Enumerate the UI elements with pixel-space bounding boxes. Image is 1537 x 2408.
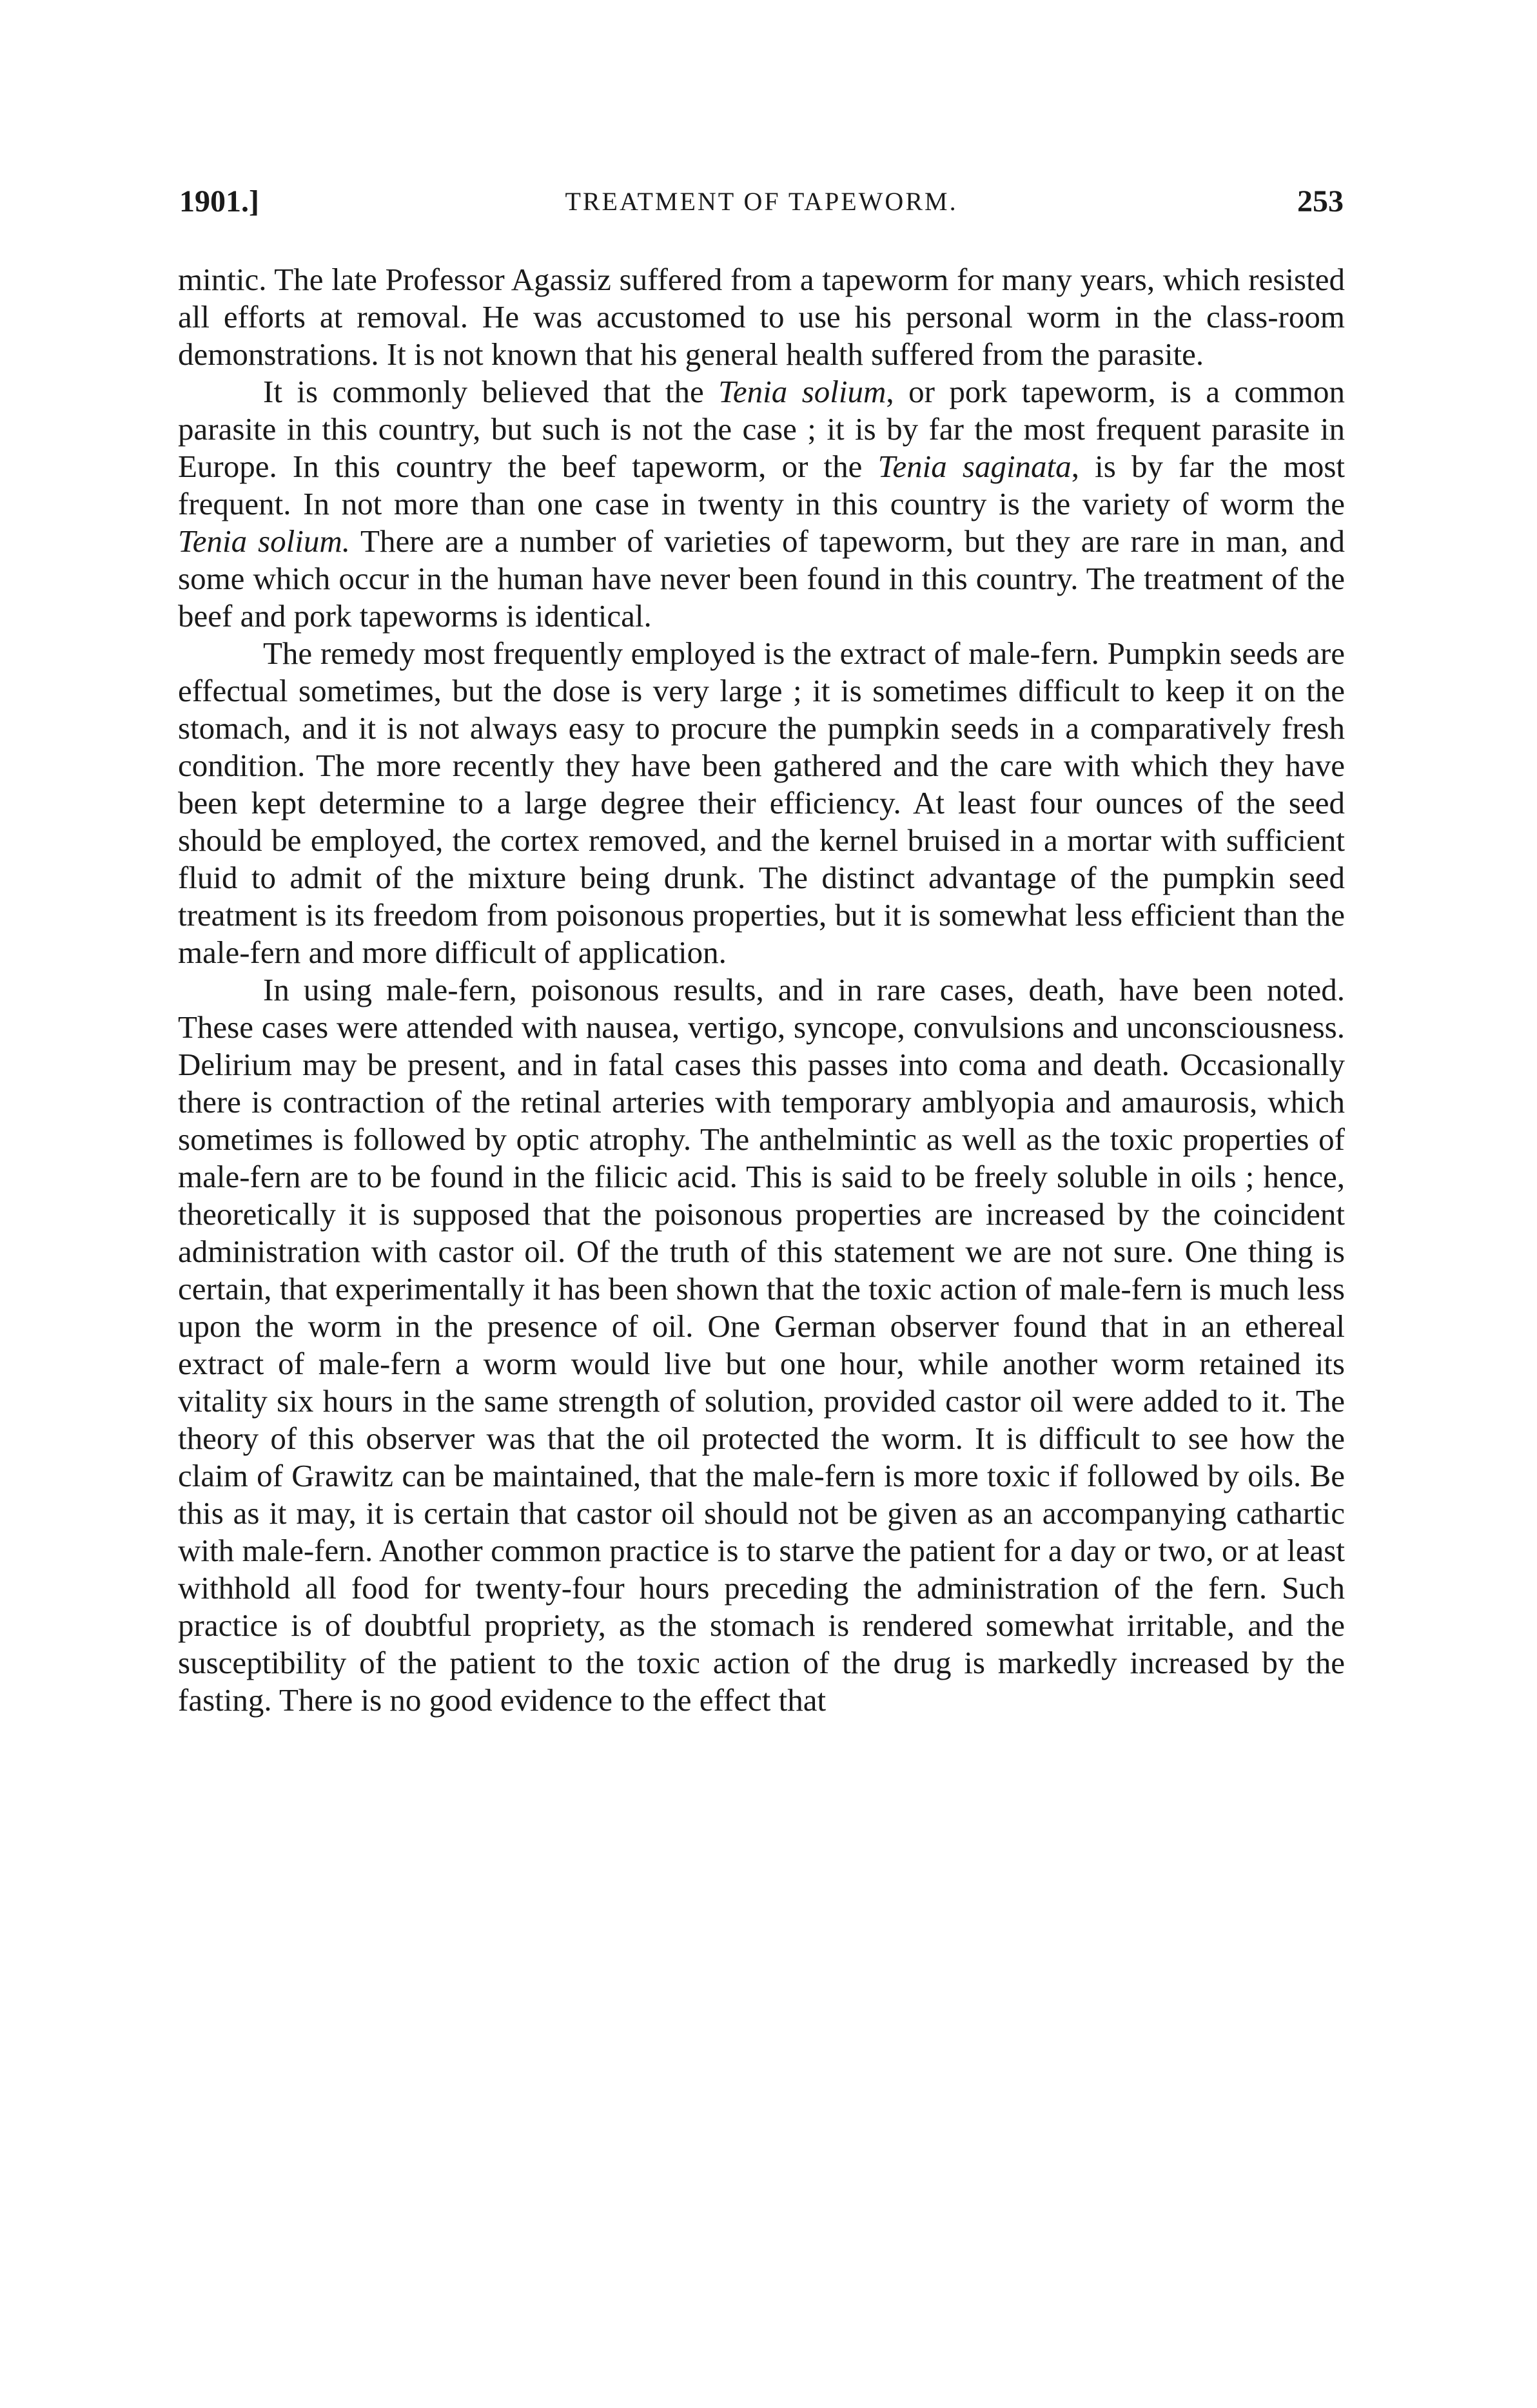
running-header [179,184,1344,229]
p2-text-d: There are a number of varieties of tapeworm, but they are rare in man, and some which occur in the human have never been found in this country. The treatment of the beef and pork tapeworms is identical. [178,523,1345,634]
body-text [178,261,1345,1719]
p2-species-saginata: Tenia saginata [877,449,1072,484]
header-year: 1901.] [179,184,259,218]
p2-text-b: , or pork tapeworm, is a common parasite in this country, but such is not the case ; it is by far the most frequent parasite in Europe. In this country the beef tapeworm, or the [178,374,1345,484]
p2-text-a: It is commonly believed that the [263,374,719,409]
paragraph-tenia [178,373,1345,635]
p2-species-solium-2: Tenia solium. [178,523,350,559]
paragraph-remedy: The remedy most frequently employed is the extract of male-fern. Pumpkin seeds are effectual sometimes, but the dose is very large ; it is sometimes difficult to keep it on the stomach, and it is not always easy to procure the pumpkin seeds in a comparatively fresh condition. The more recently they have been gathered and the care with which they have been kept determine to a large degree their efficiency. At least four ounces of the seed should be employed, the cortex removed, and the kernel bruised in a mortar with sufficient fluid to admit of the mixture being drunk. The distinct advantage of the pumpkin seed treatment is its freedom from poisonous properties, but it is somewhat less efficient than the male-fern and more difficult of application. [178,636,1345,970]
page-number: 253 [1297,184,1344,218]
paragraph-male-fern: In using male-fern, poisonous results, and in rare cases, death, have been noted. These cases were attended with nausea, vertigo, syncope, convulsions and unconsciousness. Delirium may be present, and in fatal cases this passes into coma and death. Occasionally there is contraction of the retinal arteries with temporary amblyopia and amaurosis, which sometimes is followed by optic atrophy. The anthelmintic as well as the toxic properties of male-fern are to be found in the filicic acid. This is said to be freely soluble in oils ; hence, theoretically it is supposed that the poisonous properties are increased by the coincident administration with castor oil. Of the truth of this statement we are not sure. One thing is certain, that experimentally it has been shown that the toxic action of male-fern is much less upon the worm in the presence of oil. One German observer found that in an ethereal extract of male-fern a worm would live but one hour, while another worm retained its vitality six hours in the same strength of solution, provided castor oil were added to it. The theory of this observer was that the oil protected the worm. It is difficult to see how the claim of Grawitz can be maintained, that the male-fern is more toxic if followed by oils. Be this as it may, it is certain that castor oil should not be given as an accompanying cathartic with male-fern. Another common practice is to starve the patient for a day or two, or at least withhold all food for twenty-four hours preceding the administration of the fern. Such practice is of doubtful propriety, as the stomach is rendered somewhat irritable, and the susceptibility of the patient to the toxic action of the drug is markedly increased by the fasting. There is no good evidence to the effect that [178,972,1345,1718]
paragraph-continuation: mintic. The late Professor Agassiz suffered from a tapeworm for many years, which resisted all efforts at removal. He was accustomed to use his personal worm in the class-room demonstrations. It is not known that his general health suffered from the parasite. [178,262,1345,372]
header-title: TREATMENT OF TAPEWORM. [565,187,958,216]
p2-species-solium: Tenia solium [718,374,886,409]
p2-text-c: , is by far the most frequent. In not more than one case in twenty in this country is the variety of worm the [178,449,1346,521]
